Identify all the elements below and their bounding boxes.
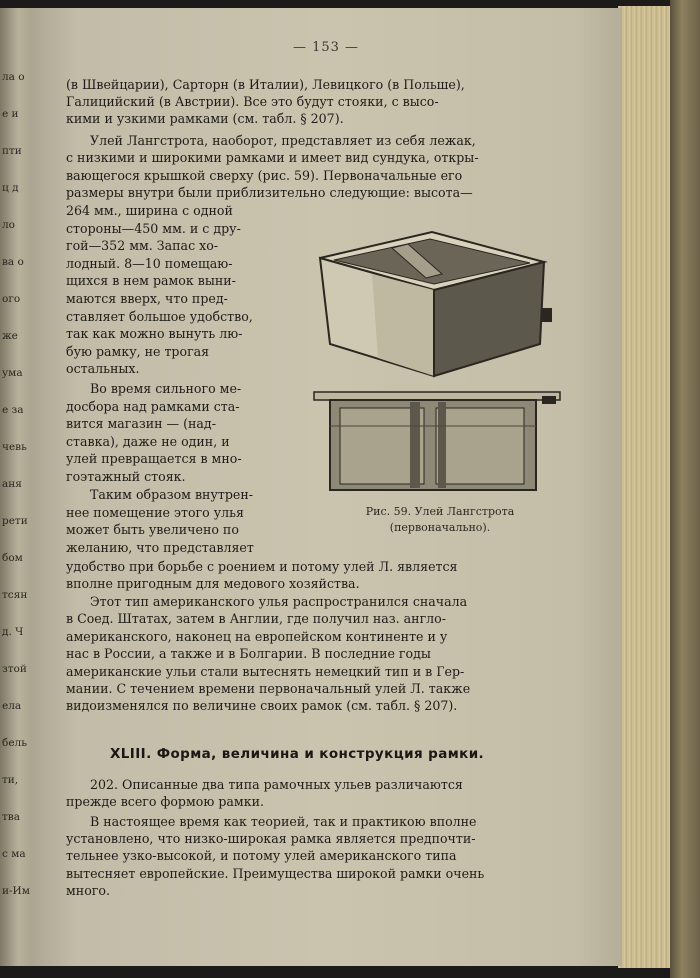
previous-page-text-fragment: бель: [2, 737, 27, 749]
paragraph-line: вполне пригодным для медового хозяйства.: [66, 576, 360, 592]
previous-page-text-fragment: е за: [2, 404, 24, 416]
paragraph-line: удобство при борьбе с роением и потому улей Л. является: [66, 559, 458, 574]
paragraph-line: гой—352 мм. Запас хо-: [66, 238, 219, 254]
paragraph-line: нас в России, а также и в Болгарии. В последние годы: [66, 646, 431, 662]
paragraph-line: Во время сильного ме-: [90, 381, 242, 396]
figure-caption: Рис. 59. Улей Лангстрота: [365, 505, 515, 518]
paragraph-line: много.: [66, 882, 110, 898]
previous-page-text-fragment: ла о: [2, 71, 25, 83]
paragraph-line: установлено, что низко-широкая рамка является предпочти-: [66, 831, 476, 847]
paragraph-line: остальных.: [66, 361, 140, 377]
previous-page-text-fragment: ц д: [2, 182, 19, 194]
previous-page-text-fragment: е и: [2, 108, 19, 120]
paragraph-line: Галицийский (в Австрии). Все это будут стояки, с высо-: [66, 94, 439, 110]
previous-page-text-fragment: бом: [2, 552, 23, 564]
figure-caption: (первоначально).: [389, 521, 491, 534]
paragraph-line: желанию, что представляет: [66, 539, 254, 555]
paragraph-line: стороны—450 мм. и с дру-: [66, 220, 241, 236]
previous-page-text-fragment: тва: [2, 811, 20, 823]
paragraph-line: вытесняет европейские. Преимущества широкой рамки очень: [66, 865, 485, 881]
paragraph-line: В настоящее время как теорией, так и практикою вполне: [90, 814, 477, 829]
paragraph-line: вающегося крышкой сверху (рис. 59). Первоначальные его: [66, 167, 463, 183]
paragraph-line: улей превращается в мно-: [66, 451, 242, 467]
paragraph-line: (в Швейцарии), Сарторн (в Италии), Левицкого (в Польше),: [66, 77, 465, 92]
previous-page-text-fragment: пти: [2, 145, 22, 157]
previous-page-edge: [0, 8, 34, 966]
paragraph-line: щихся в нем рамок выни-: [66, 273, 236, 289]
previous-page-text-fragment: ло: [2, 219, 15, 231]
previous-page-text-fragment: зтой: [2, 663, 27, 675]
hive-box-illustration: [320, 232, 552, 376]
paragraph-line: досбора над рамками ста-: [66, 398, 240, 414]
paragraph-line: бую рамку, не трогая: [66, 343, 210, 359]
previous-page-text-fragment: ого: [2, 293, 21, 305]
paragraph-line: кими и узкими рамками (см. табл. § 207).: [66, 111, 344, 127]
paragraph-line: гоэтажный стояк.: [66, 469, 186, 484]
hive-cross-section-illustration: [314, 392, 560, 490]
paragraph-line: вится магазин — (над-: [66, 416, 216, 432]
paragraph-line: 264 мм., ширина с одной: [66, 203, 233, 218]
paragraph-line: 202. Описанные два типа рамочных ульев различаются: [90, 777, 463, 792]
figure-langstroth-hive: [312, 226, 562, 494]
previous-page-text-fragment: с ма: [2, 848, 26, 860]
previous-page-text-fragment: ти,: [2, 774, 19, 786]
previous-page-text-fragment: ума: [2, 367, 23, 379]
previous-page-text-fragment: рети: [2, 515, 28, 527]
previous-page-text-fragment: ва о: [2, 256, 24, 268]
page-number: — 153 —: [292, 40, 360, 55]
paragraph-line: Таким образом внутрен-: [90, 487, 253, 502]
book-cover-edge: [670, 0, 700, 978]
paragraph-line: американские ульи стали вытеснять немецкий тип и в Гер-: [66, 663, 465, 679]
previous-page-text-fragment: и-Им: [2, 885, 30, 897]
paragraph-line: в Соед. Штатах, затем в Англии, где получил наз. англо-: [66, 611, 447, 627]
paragraph-line: Улей Лангстрота, наоборот, представляет из себя лежак,: [90, 133, 476, 148]
paragraph-line: с низкими и широкими рамками и имеет вид сундука, откры-: [66, 150, 479, 166]
paragraph-line: может быть увеличено по: [66, 522, 239, 538]
paragraph-line: ставляет большое удобство,: [66, 308, 253, 324]
paragraph-line: видоизменялся по величине своих рамок (см. табл. § 207).: [66, 698, 458, 714]
paragraph-line: размеры внутри были приблизительно следующие: высота—: [66, 185, 473, 201]
paragraph-line: прежде всего формою рамки.: [66, 794, 264, 810]
previous-page-text-fragment: тсян: [2, 589, 28, 601]
previous-page-text-fragment: аня: [2, 478, 22, 490]
page-edges: [618, 6, 670, 968]
paragraph-line: лодный. 8—10 помещаю-: [66, 255, 233, 271]
paragraph-line: американского, наконец на европейском континенте и у: [66, 628, 448, 644]
paragraph-line: мании. С течением времени первоначальный улей Л. также: [66, 681, 471, 696]
paragraph-line: маются вверх, что пред-: [66, 291, 228, 306]
paragraph-line: Этот тип американского улья распространился сначала: [90, 594, 468, 609]
section-heading: XLIII. Форма, величина и конструкция рамки.: [110, 746, 485, 762]
previous-page-text-fragment: чевь: [2, 441, 27, 453]
previous-page-text-fragment: же: [2, 330, 18, 342]
previous-page-text-fragment: д. Ч: [2, 626, 24, 638]
previous-page-text-fragment: ела: [2, 700, 22, 712]
book-page: [30, 8, 622, 966]
paragraph-line: так как можно вынуть лю-: [66, 326, 243, 342]
paragraph-line: ставка), даже не один, и: [66, 433, 230, 449]
paragraph-line: тельнее узко-высокой, и потому улей американского типа: [66, 848, 457, 864]
paragraph-line: нее помещение этого улья: [66, 504, 244, 520]
